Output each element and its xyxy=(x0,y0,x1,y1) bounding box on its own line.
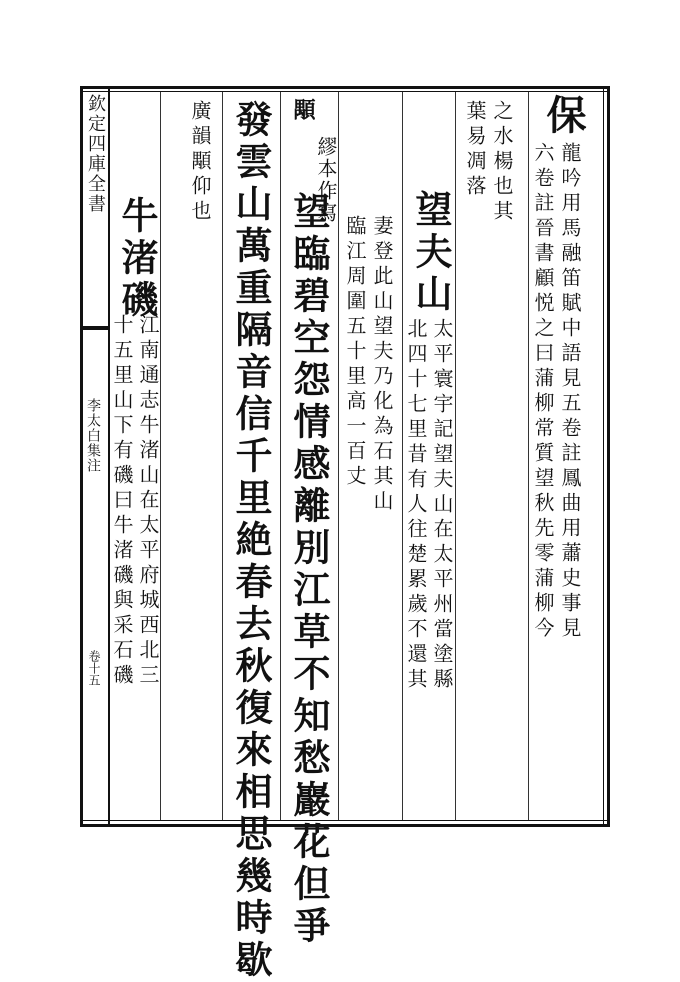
poem-line-2: 發雲山萬重隔音信千里絶春去秋復來相思幾時歇 xyxy=(229,100,273,982)
gutter-fishtail-mark xyxy=(82,326,109,330)
frame-right-inner-border xyxy=(603,86,604,827)
column-rule xyxy=(280,92,281,820)
frame-right-border xyxy=(607,86,610,827)
rhyme-note: 廣韻顒仰也 xyxy=(188,100,212,225)
poem-line-1: 望臨碧空怨情感離別江草不知愁巖花但爭 xyxy=(287,192,331,948)
column-rule xyxy=(402,92,403,820)
column-3-annotation: 之水楊也其 xyxy=(490,100,514,225)
column-rule xyxy=(338,92,339,820)
poem-title-wangfushan: 望夫山 xyxy=(409,190,453,316)
frame-top-border xyxy=(80,86,610,89)
title-note-2: 北四十七里昔有人往楚累歲不還其 xyxy=(404,318,428,693)
gutter-left-border xyxy=(80,86,83,827)
column-rule xyxy=(160,92,161,820)
poem-title-niuzhuji: 牛渚磯 xyxy=(115,196,159,322)
title-note-1: 太平寰宇記望夫山在太平州當塗縣 xyxy=(430,318,454,693)
column-rule xyxy=(528,92,529,820)
column-rule xyxy=(222,92,223,820)
niuzhuji-note-2: 十五里山下有磯曰牛渚磯與采石磯 xyxy=(110,314,134,689)
column-4-annotation: 葉易凋落 xyxy=(463,100,487,200)
column-1-annotation: 龍吟用馬融笛賦中語見五卷註鳳曲用蕭史事見 xyxy=(558,142,582,642)
niuzhuji-note-1: 江南通志牛渚山在太平府城西北三 xyxy=(136,314,160,689)
column-1-lead-char: 保 xyxy=(540,94,587,134)
title-note-4: 臨江周圍五十里高一百丈 xyxy=(343,215,367,490)
title-note-3: 妻登此山望夫乃化為石其山 xyxy=(370,215,394,515)
gutter-book-title: 欽定四庫全書 xyxy=(85,94,106,214)
frame-bottom-border xyxy=(80,824,610,827)
column-2-annotation: 六卷註晉書顧悦之曰蒲柳常質望秋先零蒲柳今 xyxy=(531,142,555,642)
column-rule xyxy=(455,92,456,820)
gutter-work-title: 李太白集注 xyxy=(85,398,101,473)
gutter-page-number: 卷十五 xyxy=(87,650,101,686)
variant-note: 繆本作寫 xyxy=(314,136,338,224)
frame-bottom-inner-border xyxy=(80,820,610,821)
poem-line-1-first-char: 顒 xyxy=(290,98,316,122)
